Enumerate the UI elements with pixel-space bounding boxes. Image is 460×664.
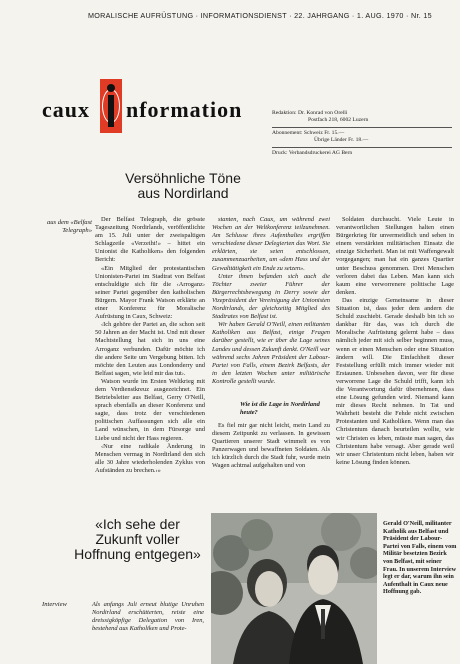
paragraph: «Ein Mitglied der protestantischen Unionisten-Partei im Stadtrat von Belfast entschuldigte sich für die ‹Arroganz› seiner Partei gegenüber den katholischen Bürgern. Mayor Frank Watson erklärte an einer Konferenz für Moralische Aufrüstung in Caux, Schweiz: [95, 264, 205, 321]
paragraph: ‹Ich gehöre der Partei an, die schon seit 50 Jahren an der Macht ist. Und mit dieser Machtstellung hat sich in uns eine Arroganz verbunden. Dafür möchte ich die andere Seite um Vergebung bitten. Ich möchte den Leuten aus Londonderry und Belfast sagen, wie leid mir das tut›. [95, 321, 205, 377]
paragraph: ‹Nur eine radikale Änderung in Menschen vermag in Nordirland den sich alle 30 Jahre wiederholenden Zyklus von Aufständen zu brechen.›» [95, 442, 205, 474]
article1-source: aus dem «Belfast Telegraph» [46, 219, 92, 234]
paragraph: Unter ihnen befanden sich auch die Töchter zweier Führer der Bürgerrechtsbewegung in Derry sowie der Vizepräsident der Vereinigung der Unionisten Nordirlands, der gleichzeitig Mitglied des Stadtrates von Belfast ist. [212, 272, 330, 321]
article1-headline: Versöhnliche Töne aus Nordirland [125, 170, 241, 201]
photo-oneill-couple [211, 513, 377, 664]
paragraph: Der Belfast Telegraph, die grösste Tageszeitung Nordirlands, veröffentlichte am 15. Juli unter der zweispaltigen Schlagzeile «Verzeiht!» – hittet ein Unionist die Katholiken» den folgenden Bericht: [95, 216, 205, 264]
paragraph: Soldaten durchsucht. Viele Leute in verantwortlichen Stellungen halten einen Bürgerkrieg für unvermeidlich und sehen in einem verstärkten militärischen Einsatz die einzige Sicherheit. Man ist mit Waffengewalt vorgegangen; man hat ein ganzes Quartier unter Beschuss genommen. Drei Menschen verloren dabei das Leben. Man kann sich kaum eine verworrenere politische Lage denken. [336, 216, 454, 296]
article2-intro: Als anfangs Juli erneut blutige Unruhen Nordirland erschütterten, reiste eine dreissigköpfige Delegation von Iren, bestehend aus Katholiken und Prote- [92, 601, 204, 632]
caux-information-logo [42, 79, 262, 135]
paragraph: stanten, nach Caux, um während zwei Wochen an der Weltkonferenz teilzunehmen. Am Schlusse ihres Aufenthaltes ergriffen verschiedene dieser Delegierten das Wort. Sie erklärten, sie seien entschlossen, zusammenzuarbeiten, um «dem Hass und der Gewalttätigkeit ein Ende zu setzen». [212, 216, 330, 272]
imprint [272, 110, 452, 157]
article2-label: Interview [42, 601, 67, 608]
paragraph: Es fiel mir gar nicht leicht, mein Land zu diesem Zeitpunkt zu verlassen. In gewissen Quartieren unserer Stadt wimmelt es von Panzerwagen und bewaffneten Soldaten. Als ich kürzlich durch die Stadt fuhr, wurde mein Wagen achtmal aufgehalten und von [212, 422, 330, 470]
imprint-druck: Druck: Verbandsdruckerei AG Bern [272, 150, 353, 156]
article1-column-a [95, 216, 205, 475]
masthead: MORALISCHE AUFRÜSTUNG · INFORMATIONSDIENST · 22. JAHRGANG · 1. AUG. 1970 · Nr. 15 [88, 11, 432, 20]
imprint-address: Postfach 218, 6002 Luzern [308, 117, 369, 123]
imprint-abo-ausland: Übrige Länder Fr. 18.— [314, 137, 369, 143]
logo-text-information: nformation [126, 97, 243, 122]
article1-column-b [212, 216, 330, 386]
paragraph: Watson wurde im Ersten Weltkrieg mit dem Verdienstkreuz ausgezeichnet. Ein Betriebsleiter aus Belfast, Gerry O'Neill, sprach ebenfalls an dieser Konferenz und sagte, dass trotz der verschiedenen politischen Auffassungen sich alle ein Land wünschen, in dem Fürsorge und Liebe und nicht der Hass regieren. [95, 377, 205, 442]
photo-image [211, 513, 377, 664]
logo-red-i-icon [100, 79, 122, 133]
article1-column-c [336, 216, 454, 467]
imprint-redaktion: Redaktion: Dr. Konrad von Orelli [272, 110, 348, 116]
paragraph: Wir haben Gerald O'Neill, einen militanten Katholiken aus Belfast, einige Fragen darüber gestellt, wie er über die Lage seines Landes und dessen Zukunft denkt. O'Neill war während sechs Jahren Präsident der Labour-Partei von Falls, einem Bezirk Belfasts, der in den letzten Wochen unter militärische Kontrolle gestellt wurde. [212, 321, 330, 385]
photo-caption: Gerald O'Neill, militanter Katholik aus Belfast und Präsident der Labour-Partei von Falls, einem vom Militär besetzten Bezirk von Belfast, mit seiner Frau. In unserem Interview legt er dar, warum ihn sein Aufenthalt in Caux neue Hoffnung gab. [383, 520, 457, 596]
paragraph: Das einzige Gemeinsame in dieser Situation ist, dass jeder dem andern die Schuld zuschiebt. Gerade deshalb bin ich so dankbar für das, was ich durch die Moralische Aufrüstung gelernt habe – dass nämlich jeder mit sich selber beginnen muss, wenn er einen Menschen oder eine Situation ändern will. Die Einfachheit dieser Feststellung erfüllt mich immer wieder mit Erstaunen. Unbesehen davon, wer für diese verworrene Lage die Schuld trifft, kann ich die Verantwortung dafür übernehmen, dass eine Lösung gefunden wird. Niemand kann mir dieses Recht nehmen. In Tat und Wahrheit besteht die Fehde nicht zwischen Protestanten und Katholiken. Wenn man das Christentum danach beurteilen wollte, wie wir Christen es leben, müsste man sagen, das Christentum habe versagt. Aber gerade weil wir unser Christentum nicht leben, haben wir keine Lösung finden können. [336, 296, 454, 466]
article2-headline: «Ich sehe der Zukunft voller Hoffnung entgegen» [74, 516, 201, 562]
logo-text-caux: caux [42, 97, 90, 122]
interview-question: Wie ist die Lage in Nordirland heute? [240, 401, 320, 416]
article1-column-b-answer [212, 422, 330, 471]
imprint-abo-schweiz: Abonnement: Schweiz Fr. 15.— [272, 130, 345, 136]
